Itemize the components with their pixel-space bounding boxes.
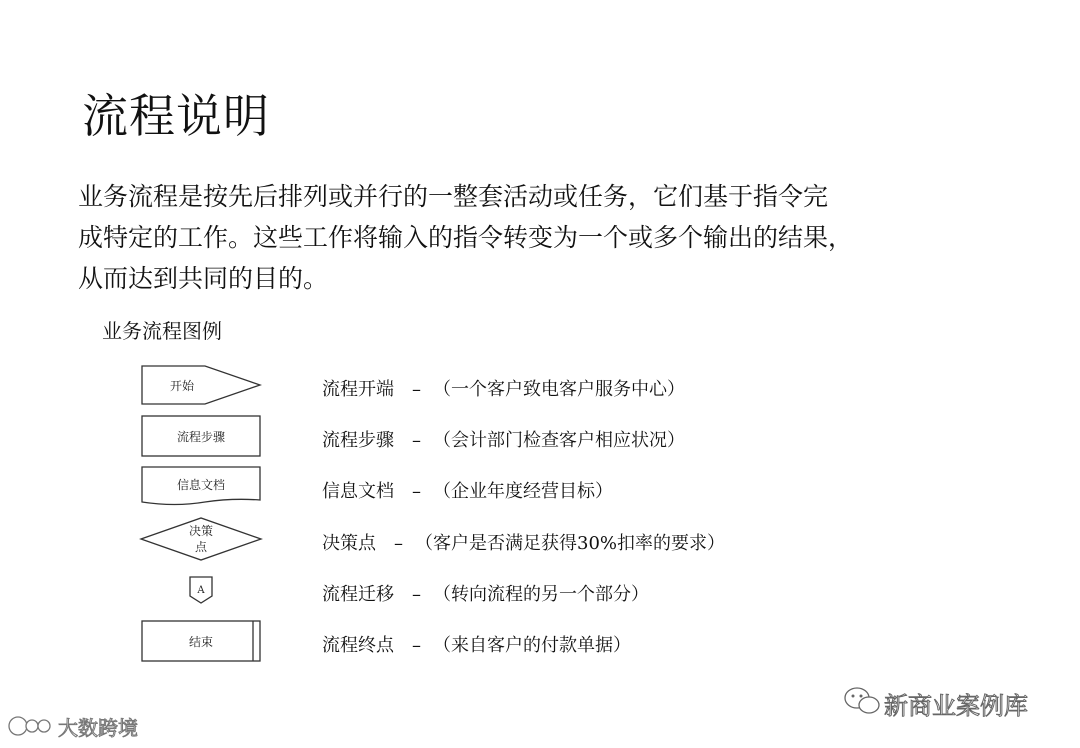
intro-line: 业务流程是按先后排列或并行的一整套活动或任务，它们基于指令完	[78, 182, 829, 211]
legend-item-desc: （转向流程的另一个部分）	[433, 584, 649, 605]
legend-item-name: 流程迁移	[322, 584, 394, 605]
connector-shape-label: A	[197, 585, 205, 596]
legend-item-desc: （来自客户的付款单据）	[433, 635, 631, 656]
legend-item-name: 流程终点	[322, 635, 394, 656]
page-title: 流程说明	[82, 89, 270, 143]
legend-dash: –	[412, 635, 421, 656]
end-shape	[142, 621, 260, 661]
process-step-shape	[142, 416, 260, 456]
legend-dash: –	[412, 481, 421, 502]
intro-line: 从而达到共同的目的。	[78, 264, 329, 293]
decision-shape	[141, 518, 261, 560]
legend-item-desc: （客户是否满足获得30%扣率的要求）	[415, 533, 726, 554]
legend-dash: –	[412, 430, 421, 451]
decision-shape-label-line2: 点	[194, 540, 208, 554]
brand-logo-icon	[6, 712, 56, 740]
connector-shape	[190, 577, 212, 603]
legend-dash: –	[394, 533, 403, 554]
document-shape	[142, 467, 260, 505]
legend-item-name: 流程步骤	[322, 430, 394, 451]
start-shape-label: 开始	[169, 379, 195, 393]
legend-row-process-step	[322, 426, 685, 452]
legend-row-start	[322, 375, 685, 401]
legend-item-name: 流程开端	[322, 379, 394, 400]
watermark-right: 新商业案例库	[884, 692, 1028, 720]
legend-item-desc: （企业年度经营目标）	[433, 481, 613, 502]
decision-shape-label-line1: 决策	[188, 524, 214, 538]
legend-item-name: 信息文档	[322, 481, 394, 502]
legend-dash: –	[412, 584, 421, 605]
legend-row-decision	[322, 529, 725, 555]
watermark-left: 大数跨境	[58, 716, 138, 740]
legend-row-end	[322, 631, 631, 657]
legend-title: 业务流程图例	[102, 319, 222, 343]
legend-row-connector	[322, 580, 649, 606]
legend-row-document	[322, 477, 613, 503]
legend-dash: –	[412, 379, 421, 400]
legend-item-desc: （会计部门检查客户相应状况）	[433, 430, 685, 451]
intro-line: 成特定的工作。这些工作将输入的指令转变为一个或多个输出的结果，	[78, 223, 854, 252]
legend-item-desc: （一个客户致电客户服务中心）	[433, 379, 685, 400]
document-shape-label: 信息文档	[176, 478, 226, 492]
wechat-icon	[843, 685, 883, 717]
start-shape	[142, 366, 260, 404]
legend-item-name: 决策点	[322, 533, 376, 554]
process-step-shape-label: 流程步骤	[176, 430, 226, 444]
end-shape-label: 结束	[188, 635, 214, 649]
